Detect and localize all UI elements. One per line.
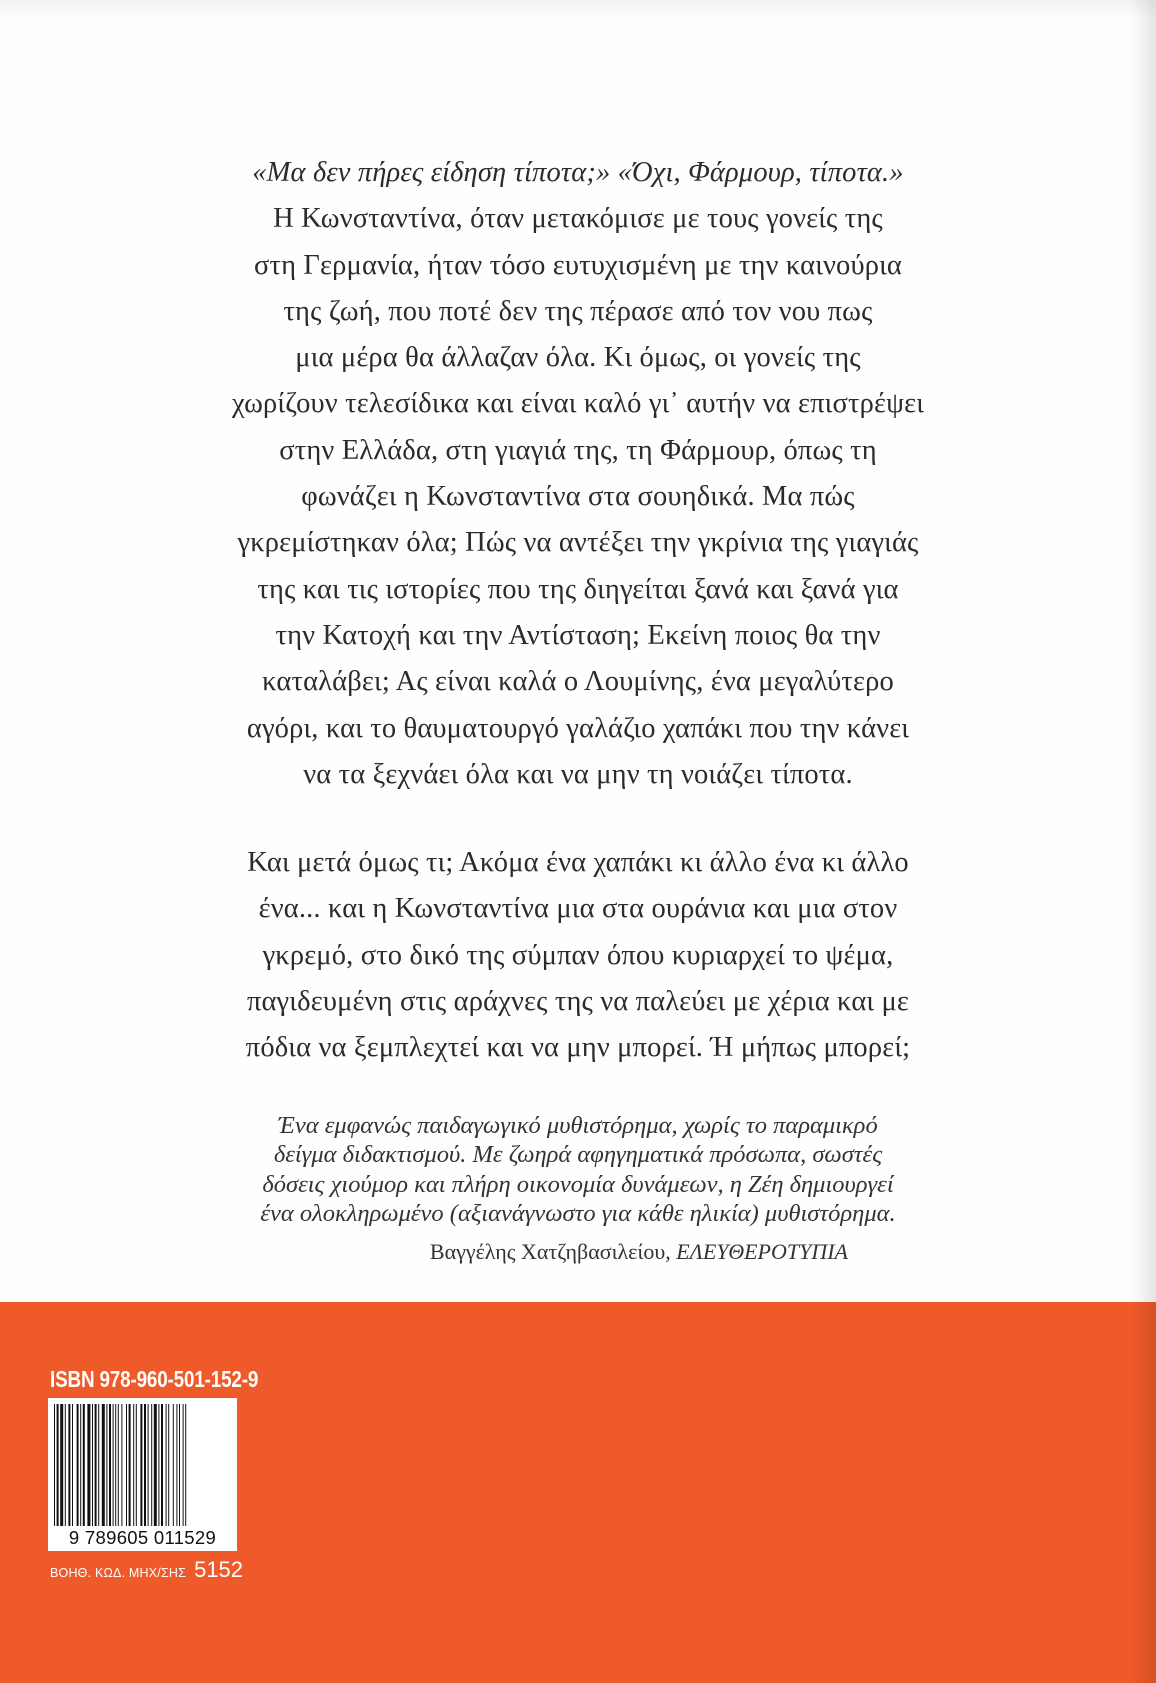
barcode-bar	[179, 1404, 180, 1526]
blurb-line: να τα ξεχνάει όλα και να μην τη νοιάζει τίποτα.	[303, 758, 853, 790]
barcode-bar	[77, 1404, 79, 1526]
blurb-line: Η Κωνσταντίνα, όταν μετακόμισε με τους γονείς της	[273, 203, 883, 235]
barcode-bar	[126, 1404, 127, 1526]
review-publication: ΕΛΕΥΘΕΡΟΤΥΠΙΑ	[676, 1239, 848, 1264]
blurb-line: την Κατοχή και την Αντίσταση; Εκείνη ποιος θα την	[275, 619, 881, 651]
blurb-line: στη Γερμανία, ήταν τόσο ευτυχισμένη με την καινούρια	[253, 249, 902, 281]
blurb-line: στην Ελλάδα, στη γιαγιά της, τη Φάρμουρ, όπως τη	[279, 434, 877, 466]
barcode-bar	[95, 1404, 97, 1526]
blurb-line: Και μετά όμως τι; Ακόμα ένα χαπάκι κι άλλο ένα κι άλλο	[247, 847, 909, 878]
barcode-bar	[151, 1404, 152, 1526]
blurb-paragraph-2	[0, 840, 1156, 1071]
barcode-bar	[136, 1404, 137, 1526]
blurb-quote-line: «Μα δεν πήρες είδηση τίποτα;» «Όχι, Φάρμουρ, τίποτα.»	[252, 157, 904, 188]
barcode-bar	[72, 1404, 73, 1526]
blurb-line: καταλάβει; Ας είναι καλά ο Λουμίνης, ένα μεγαλύτερο	[262, 666, 894, 698]
blurb-paragraph-1	[0, 150, 1156, 798]
machine-code-number: 5152	[194, 1557, 244, 1582]
barcode-bar	[176, 1404, 177, 1526]
review-attribution	[0, 1238, 848, 1266]
barcode-bar	[158, 1404, 159, 1526]
barcode-bar	[185, 1404, 186, 1526]
barcode-bar	[154, 1404, 157, 1526]
blurb-line: γκρεμίστηκαν όλα; Πώς να αντέξει την γκρίνια της γιαγιάς	[237, 527, 919, 559]
scan-top-shadow	[0, 0, 1156, 18]
barcode-bar	[161, 1404, 163, 1526]
review-quote	[0, 1111, 1156, 1228]
barcode-bar	[113, 1404, 114, 1526]
barcode-bar	[68, 1404, 70, 1526]
barcode-bar	[98, 1404, 99, 1526]
review-line: Ένα εμφανώς παιδαγωγικό μυθιστόρημα, χωρίς το παραμικρό	[278, 1112, 878, 1139]
isbn-label: ISBN 978-960-501-152-9	[50, 1366, 259, 1392]
blurb-line: φωνάζει η Κωνσταντίνα στα σουηδικά. Μα πώς	[301, 481, 855, 513]
barcode-bar	[183, 1404, 184, 1526]
barcode-bar	[144, 1404, 146, 1526]
blurb-line: γκρεμό, στο δικό της σύμπαν όπου κυριαρχεί το ψέμα,	[262, 939, 894, 971]
barcode-bar	[129, 1404, 131, 1526]
barcode-bar	[87, 1404, 90, 1526]
barcode-bar	[102, 1404, 105, 1526]
review-line: ένα ολοκληρωμένο (αξιανάγνωστο για κάθε ηλικία) μυθιστόρημα.	[260, 1199, 896, 1227]
blurb-line: χωρίζουν τελεσίδικα και είναι καλό γι᾽ αυτήν να επιστρέψει	[231, 388, 925, 420]
barcode	[48, 1398, 237, 1551]
barcode-bar	[109, 1404, 111, 1526]
barcode-bar	[83, 1404, 85, 1526]
barcode-bar	[54, 1404, 55, 1526]
blurb-line: πόδια να ξεμπλεχτεί και να μην μπορεί. Ή μήπως μπορεί;	[245, 1032, 911, 1064]
barcode-bar	[57, 1404, 59, 1526]
scan-edge-shadow	[1130, 0, 1156, 1683]
blurb-line: ένα... και η Κωνσταντίνα μια στα ουράνια και μια στον	[258, 893, 898, 925]
machine-code	[50, 1557, 243, 1583]
barcode-bar	[115, 1404, 116, 1526]
blurb-line: της ζωή, που ποτέ δεν της πέρασε από τον νου πως	[283, 295, 873, 327]
barcode-bar	[148, 1404, 149, 1526]
blurb-line: παγιδευμένη στις αράχνες της να παλεύει με χέρια και με	[246, 985, 910, 1017]
barcode-bar	[166, 1404, 167, 1526]
barcode-bar	[168, 1404, 169, 1526]
barcode-bar	[133, 1404, 134, 1526]
barcode-bar	[140, 1404, 142, 1526]
barcode-bar	[106, 1404, 107, 1526]
blurb-line: μια μέρα θα άλλαζαν όλα. Κι όμως, οι γονείς της	[295, 342, 861, 374]
barcode-bar	[121, 1404, 122, 1526]
barcode-digits: 9 789605 011529	[68, 1527, 217, 1548]
barcode-bar	[173, 1404, 174, 1526]
barcode-bar	[92, 1404, 93, 1526]
review-author: Βαγγέλης Χατζηβασιλείου,	[429, 1239, 671, 1264]
barcode-bar	[118, 1404, 119, 1526]
barcode-bar	[60, 1404, 63, 1526]
barcode-bar	[80, 1404, 81, 1526]
blurb-line: αγόρι, και το θαυματουργό γαλάζιο χαπάκι που την κάνει	[246, 712, 910, 744]
machine-code-label: ΒΟΗΘ. ΚΩΔ. ΜΗΧ/ΣΗΣ	[50, 1566, 187, 1580]
review-line: δόσεις χιούμορ και πλήρη οικονομία δυνάμεων, η Ζέη δημιουργεί	[262, 1170, 894, 1198]
barcode-bars	[48, 1398, 237, 1528]
barcode-bar	[65, 1404, 66, 1526]
blurb-line: της και τις ιστορίες που της διηγείται ξανά και ξανά για	[257, 573, 899, 605]
review-line: δείγμα διδακτισμού. Με ζωηρά αφηγηματικά πρόσωπα, σωστές	[273, 1141, 883, 1169]
